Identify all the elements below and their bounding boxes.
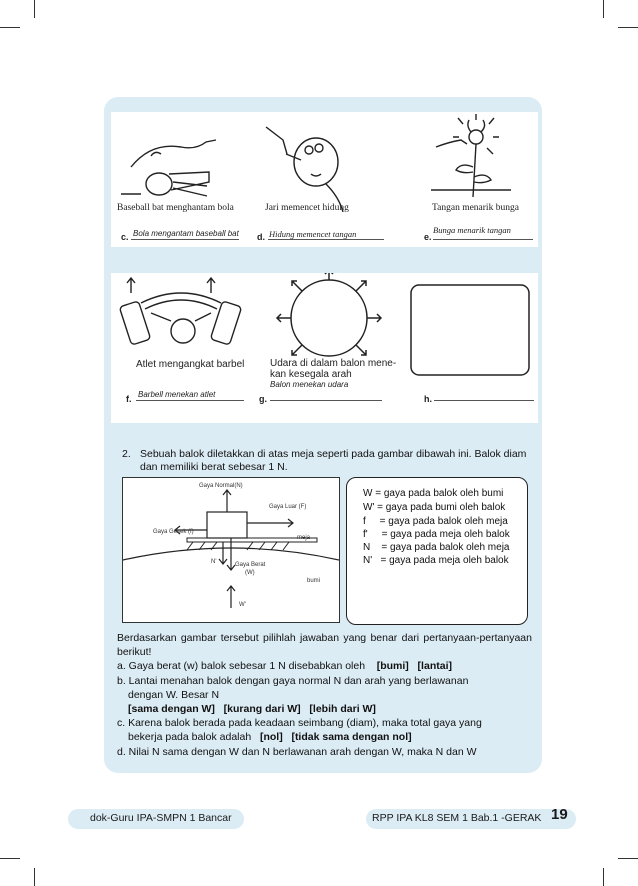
answer-e: Bunga menarik tangan — [433, 225, 511, 235]
force-diagram — [122, 477, 340, 623]
answer-line-f — [136, 400, 244, 401]
item-d: d. Nilai N sama dengan W dan N berlawanan arah dengan W, maka N dan W — [117, 745, 477, 758]
label-g: g. — [259, 394, 267, 404]
item-b-options: [sama dengan W] [kurang dari W] [lebih dari W] — [128, 703, 376, 716]
item-a-text: a. Gaya berat (w) balok sebesar 1 N disebabkan oleh — [117, 660, 366, 673]
caption-c: Baseball bat menghantam bola — [117, 203, 234, 213]
label-normal-force: Gaya Normal(N) — [199, 483, 243, 489]
label-external-force: Gaya Luar (F) — [269, 504, 307, 510]
label-table: meja — [297, 535, 311, 541]
answer-f: Barbell menekan atlet — [138, 390, 216, 399]
intro-text: Berdasarkan gambar tersebut pilihlah jawaban yang benar dari pertanyaan-pertanyaan berikut! — [117, 632, 532, 659]
label-friction-force: Gaya Gesek (f) — [153, 529, 194, 535]
legend-row: W = gaya pada balok oleh bumi — [363, 488, 504, 499]
footer-right-text: RPP IPA KL8 SEM 1 Bab.1 -GERAK — [372, 812, 542, 824]
caption-e: Tangan menarik bunga — [432, 203, 519, 213]
label-e: e. — [424, 232, 432, 242]
answer-line-h — [434, 400, 534, 401]
force-diagram-svg — [123, 478, 339, 622]
item-c-cont — [117, 730, 532, 744]
question-body — [117, 631, 532, 759]
caption-g: Udara di dalam balon mene- kan kesegala arah — [270, 358, 397, 380]
question-2-number: 2. — [122, 448, 131, 460]
answer-c: Bola mengantam baseball bat — [133, 229, 239, 238]
caption-d: Jari memencet hidung — [265, 203, 349, 213]
answer-line-g — [270, 400, 382, 401]
item-c: c. Karena balok berada pada keadaan seimbang (diam), maka total gaya yang — [117, 717, 482, 730]
label-weight: Gaya Berat — [235, 562, 266, 568]
label-d: d. — [257, 232, 265, 242]
legend-row: f' = gaya pada meja oleh balok — [363, 529, 510, 540]
legend-row: N' = gaya pada meja oleh balok — [363, 555, 509, 566]
label-c: c. — [121, 232, 129, 242]
item-c-options: [nol] [tidak sama dengan nol] — [259, 731, 412, 744]
item-b-cont: dengan W. Besar N — [128, 688, 220, 701]
answer-line-d — [268, 239, 384, 240]
label-w-prime: W' — [239, 602, 246, 608]
label-f: f. — [126, 394, 132, 404]
barbell-drawing — [119, 278, 241, 345]
label-h: h. — [424, 394, 432, 404]
crop-mark — [618, 858, 638, 859]
crop-mark — [0, 858, 20, 859]
item-b: b. Lantai menahan balok dengan gaya normal N dan arah yang berlawanan — [117, 674, 469, 687]
answer-line-e — [433, 239, 533, 240]
page-number: 19 — [551, 806, 568, 823]
item-b-options-line — [117, 702, 532, 716]
legend-row: f = gaya pada balok oleh meja — [363, 516, 508, 527]
label-n-prime: N' — [211, 559, 217, 565]
force-legend — [346, 477, 528, 625]
item-a-options: [bumi] [lantai] — [376, 660, 452, 673]
crop-mark — [0, 27, 20, 28]
answer-d: Hidung memencet tangan — [269, 229, 357, 239]
crop-mark — [603, 0, 604, 18]
label-w: (W) — [245, 570, 255, 576]
crop-mark — [34, 868, 35, 886]
crop-mark — [34, 0, 35, 18]
label-earth: bumi — [307, 578, 321, 584]
item-a — [117, 659, 532, 673]
footer-left-text: dok-Guru IPA-SMPN 1 Bancar — [90, 812, 232, 824]
question-2-text: Sebuah balok diletakkan di atas meja seperti pada gambar dibawah ini. Balok diam dan memiliki berat sebesar 1 N. — [140, 448, 527, 473]
crop-mark — [603, 868, 604, 886]
item-c-text: bekerja pada balok adalah — [128, 731, 252, 744]
balloon-drawing — [277, 273, 381, 356]
empty-picture-box — [411, 285, 529, 375]
answer-g: Balon menekan udara — [270, 380, 349, 389]
caption-f: Atlet mengangkat barbel — [136, 359, 245, 370]
answer-line-c — [131, 239, 239, 240]
legend-row: W' = gaya pada bumi oleh balok — [363, 502, 506, 513]
block — [207, 512, 247, 538]
crop-mark — [618, 27, 638, 28]
legend-row: N = gaya pada balok oleh meja — [363, 542, 510, 553]
